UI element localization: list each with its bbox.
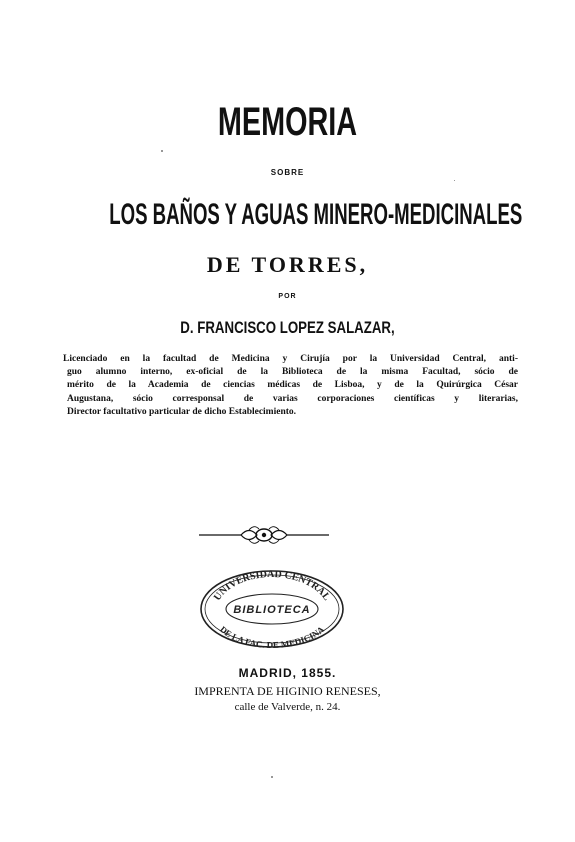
author-name: D. FRANCISCO LOPEZ SALAZAR,: [180, 318, 395, 337]
book-place: DE TORRES,: [206, 252, 369, 277]
credentials-line: mérito de la Academia de ciencias médicas de Lisboa, y de la Quirúrgica César: [67, 380, 518, 391]
stamp-top-text: UNIVERSIDAD CENTRAL: [211, 568, 333, 603]
svg-text:DE LA FAC. DE MEDICINA: [218, 624, 327, 650]
paper-speck: [454, 180, 455, 181]
paper-speck: [161, 150, 163, 152]
credentials-line: Licenciado en la facultad de Medicina y Cirujía por la Universidad Central, anti-: [63, 354, 518, 364]
credentials-line: guo alumno interno, ex-oficial de la Biblioteca de la misma Facultad, sócio de: [67, 367, 518, 378]
library-stamp: [197, 568, 347, 650]
imprint-address: calle de Valverde, n. 24.: [234, 701, 341, 713]
credentials-line: Director facultativo particular de dicho Establecimiento.: [67, 406, 297, 417]
stamp-center-text: BIBLIOTECA: [233, 604, 311, 616]
book-title: MEMORIA: [217, 100, 358, 144]
sobre-label: SOBRE: [270, 168, 305, 177]
author-credentials: [63, 353, 518, 419]
stamp-bottom-text: DE LA FAC. DE MEDICINA: [217, 624, 327, 650]
imprint-city-year: MADRID, 1855.: [238, 666, 337, 680]
svg-text:UNIVERSIDAD CENTRAL: [212, 569, 332, 603]
credentials-line: Augustana, sócio corresponsal de varias corporaciones científicas y literarias,: [67, 393, 518, 404]
decorative-divider-icon: [199, 522, 329, 548]
imprint-printer: IMPRENTA DE HIGINIO RENESES,: [194, 684, 381, 698]
paper-speck: [271, 776, 273, 778]
por-label: POR: [278, 293, 297, 300]
book-subject: LOS BAÑOS Y AGUAS MINERO-MEDICINALES: [109, 198, 523, 231]
